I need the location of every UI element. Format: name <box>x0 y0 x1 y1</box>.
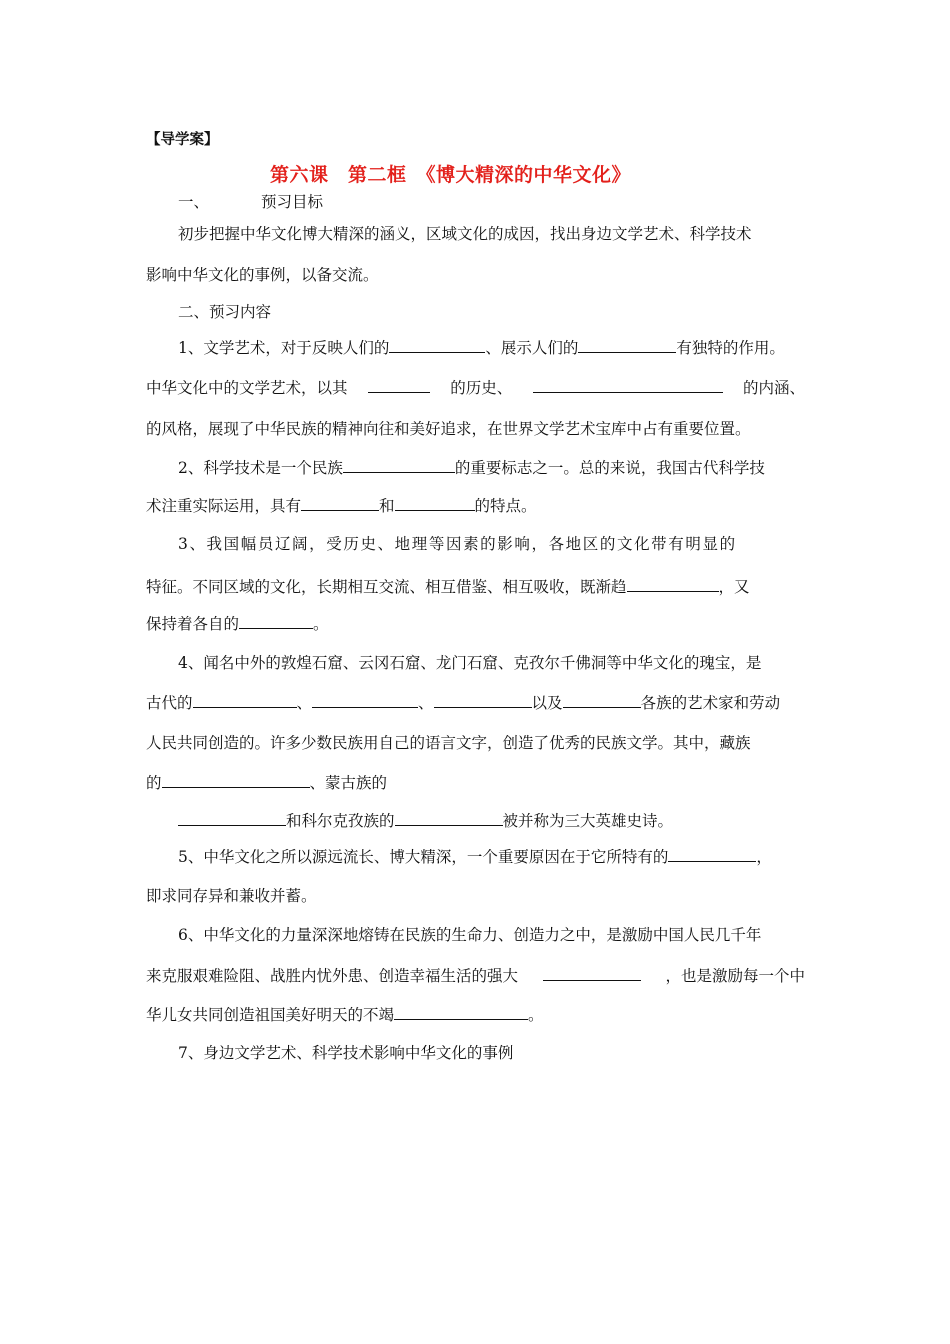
q4-blank-3[interactable] <box>434 693 532 708</box>
q4-line-5 <box>178 811 673 831</box>
q5-line-1 <box>178 847 772 867</box>
q2-blank-2[interactable] <box>301 496 379 511</box>
q4-line-4 <box>146 773 387 793</box>
section-1-title: 预习目标 <box>261 193 324 211</box>
q2-text-c: 术注重实际运用，具有 <box>146 497 302 515</box>
q1-text-c: 有独特的作用。 <box>676 339 785 357</box>
section-1-number: 一、 <box>178 193 210 211</box>
q1-blank-2[interactable] <box>578 338 676 353</box>
q6-text-a: 来克服艰难险阻、战胜内忧外患、创造幸福生活的强大 <box>146 967 519 985</box>
q6-blank-2[interactable] <box>394 1005 528 1020</box>
q5-text-a: 5、中华文化之所以源远流长、博大精深，一个重要原因在于它所特有的 <box>178 848 669 866</box>
q1-blank-1[interactable] <box>389 338 485 353</box>
q3-line-3 <box>146 614 329 634</box>
q2-text-a: 2、科学技术是一个民族 <box>178 459 343 477</box>
goal-line-1: 初步把握中华文化博大精深的涵义，区域文化的成因，找出身边文学艺术、科学技术 <box>178 225 752 243</box>
q4-blank-2[interactable] <box>312 693 418 708</box>
q3-line-1: 3、我国幅员辽阔，受历史、地理等因素的影响，各地区的文化带有明显的 <box>178 535 737 553</box>
q4-text-g: 、蒙古族的 <box>309 774 388 792</box>
q2-text-d: 和 <box>379 497 395 515</box>
q3-blank-2[interactable] <box>239 614 313 629</box>
q6-line-2 <box>146 966 805 986</box>
q4-blank-4[interactable] <box>563 693 641 708</box>
q6-text-d: 。 <box>528 1006 544 1024</box>
q2-blank-1[interactable] <box>343 458 455 473</box>
q1-text-e: 的历史、 <box>450 379 513 397</box>
q1-text-b: 、展示人们的 <box>485 339 579 357</box>
section-2-heading: 二、预习内容 <box>178 303 272 321</box>
q5-blank-1[interactable] <box>668 847 756 862</box>
q1-text-d: 中华文化中的文学艺术，以其 <box>146 379 348 397</box>
q3-blank-1[interactable] <box>627 577 719 592</box>
q4-blank-1[interactable] <box>193 693 297 708</box>
q4-text-b: 、 <box>296 694 313 712</box>
q1-line-1 <box>178 338 785 358</box>
q4-line-1: 4、闻名中外的敦煌石窟、云冈石窟、龙门石窟、克孜尔千佛洞等中华文化的瑰宝，是 <box>178 654 762 672</box>
q1-blank-4[interactable] <box>533 378 723 393</box>
q6-line-3 <box>146 1005 544 1025</box>
q2-text-e: 的特点。 <box>474 497 537 515</box>
q3-text-a: 特征。不同区域的文化，长期相互交流、相互借鉴、相互吸收，既渐趋 <box>146 578 627 596</box>
q1-text-a: 1、文学艺术，对于反映人们的 <box>178 339 390 357</box>
q6-text-b: ，也是激励每一个中 <box>665 967 805 985</box>
q4-line-2 <box>146 693 780 713</box>
q4-text-e: 各族的艺术家和劳动 <box>640 694 781 712</box>
section-1-heading <box>178 192 323 212</box>
q6-line-1: 6、中华文化的力量深深地熔铸在民族的生命力、创造力之中，是激励中国人民几千年 <box>178 926 762 944</box>
goal-line-2: 影响中华文化的事例，以备交流。 <box>146 266 379 284</box>
q2-line-2 <box>146 496 537 516</box>
q4-text-a: 古代的 <box>146 694 193 712</box>
q3-line-2 <box>146 577 750 597</box>
q4-text-c: 、 <box>418 694 434 712</box>
q2-line-1 <box>178 458 765 478</box>
q3-text-c: 保持着各自的 <box>146 615 240 633</box>
q4-blank-7[interactable] <box>395 811 503 826</box>
q1-blank-3[interactable] <box>368 378 430 393</box>
q4-text-f: 的 <box>146 774 162 792</box>
q4-line-3: 人民共同创造的。许多少数民族用自己的语言文字，创造了优秀的民族文学。其中，藏族 <box>146 734 751 752</box>
q3-text-b: ，又 <box>718 578 750 596</box>
q4-text-d: 以及 <box>531 694 563 712</box>
q4-text-h: 和科尔克孜族的 <box>286 812 395 830</box>
q5-text-b: ， <box>756 848 772 866</box>
q4-blank-6[interactable] <box>178 811 286 826</box>
q4-blank-5[interactable] <box>162 773 310 788</box>
guide-tag: 【导学案】 <box>146 132 219 148</box>
q6-text-c: 华儿女共同创造祖国美好明天的不竭 <box>146 1006 395 1024</box>
q2-blank-3[interactable] <box>395 496 475 511</box>
q1-line-3: 的风格，展现了中华民族的精神向往和美好追求，在世界文学艺术宝库中占有重要位置。 <box>146 420 751 438</box>
q4-text-i: 被并称为三大英雄史诗。 <box>502 812 674 830</box>
lesson-title: 第六课 第二框 《博大精深的中华文化》 <box>270 164 632 186</box>
q6-blank-1[interactable] <box>543 966 641 981</box>
q7-line: 7、身边文学艺术、科学技术影响中华文化的事例 <box>178 1044 514 1062</box>
q1-text-f: 的内涵、 <box>742 379 805 397</box>
q2-text-b: 的重要标志之一。总的来说，我国古代科学技 <box>454 459 765 477</box>
q1-line-2 <box>146 378 805 398</box>
q5-line-2: 即求同存异和兼收并蓄。 <box>146 887 317 905</box>
q3-text-d: 。 <box>313 615 329 633</box>
